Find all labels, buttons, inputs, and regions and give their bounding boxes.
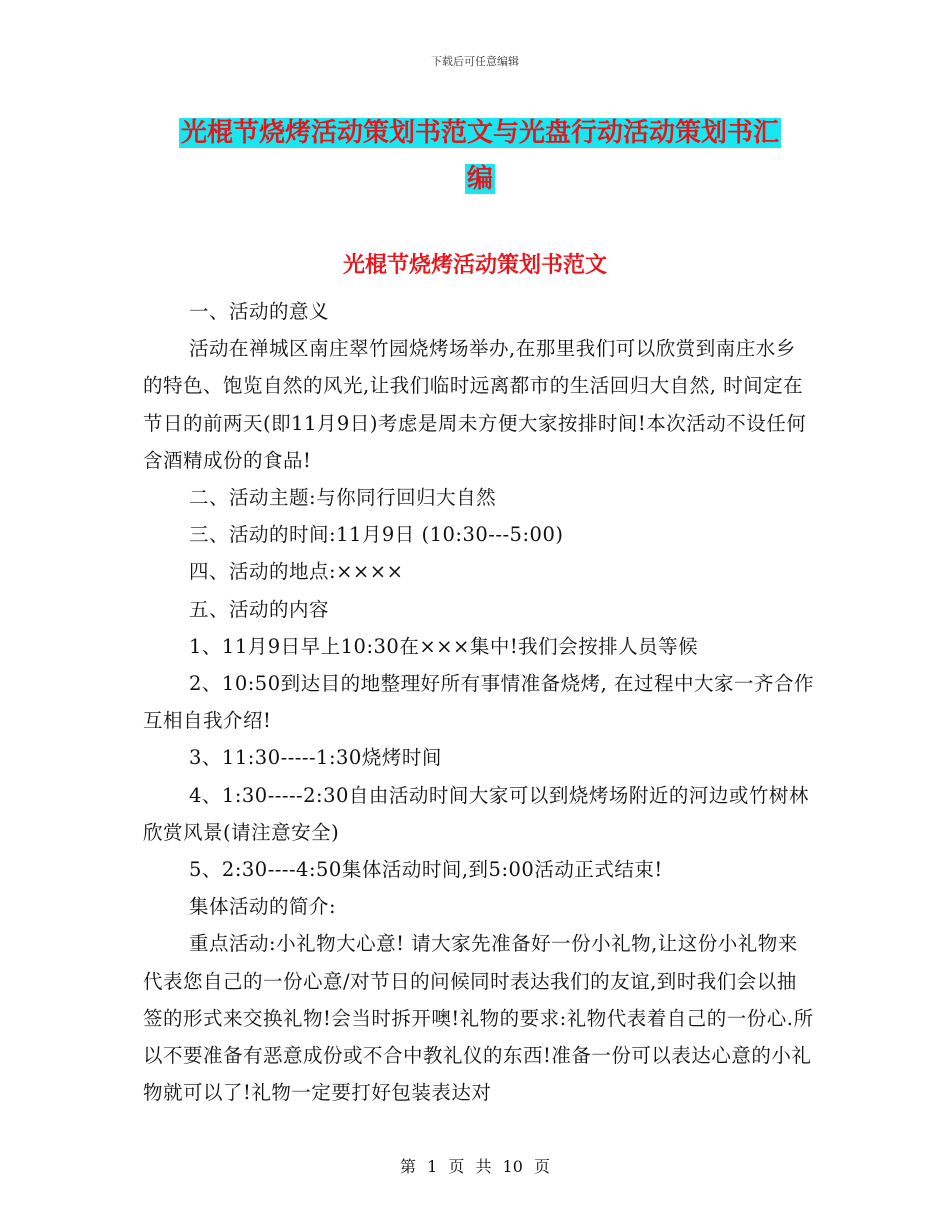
body-text (143, 293, 815, 1111)
paragraph: 3、11:30-----1:30烧烤时间 (189, 746, 442, 770)
paragraph: 二、活动主题:与你同行回归大自然 (189, 486, 497, 510)
document-title-line-1: 光棍节烧烤活动策划书范文与光盘行动活动策划书汇 (180, 118, 779, 148)
paragraph: 1、11月9日早上10:30在×××集中!我们会按排人员等候 (189, 634, 699, 658)
page-footer: 第 1 页 共 10 页 (400, 1157, 550, 1176)
paragraph: 五、活动的内容 (189, 597, 330, 621)
paragraph: 集体活动的简介: (189, 895, 337, 919)
header-note: 下载后可任意编辑 (431, 55, 519, 68)
section-title: 光棍节烧烤活动策划书范文 (342, 252, 607, 278)
document-title-line-2: 编 (466, 164, 493, 194)
paragraph: 4、1:30-----2:30自由活动时间大家可以到烧烤场附近的河边或竹树林欣赏风景(请注意安全) (143, 783, 809, 844)
paragraph: 5、2:30----4:50集体活动时间,到5:00活动正式结束! (189, 858, 663, 882)
paragraph: 重点活动:小礼物大心意! 请大家先准备好一份小礼物,让这份小礼物来代表您自己的一份心意/对节日的问候同时表达我们的友谊,到时我们会以抽签的形式来交换礼物!会当时拆开噢!礼物的要求:礼物代表着自己的一份心.所以不要准备有恶意成份或不合中教礼仪的东西!准备一份可以表达心意的小礼物就可以了!礼物一定要打好包装表达对 (143, 932, 814, 1105)
paragraph: 活动在禅城区南庄翠竹园烧烤场举办,在那里我们可以欣赏到南庄水乡的特色、饱览自然的风光,让我们临时远离都市的生活回归大自然, 时间定在节日的前两天(即11月9日)考虑是周未方便大家按排时间!本次活动不设任何含酒精成份的食品! (143, 337, 807, 472)
paragraph: 三、活动的时间:11月9日 (10:30---5:00) (189, 523, 564, 547)
paragraph: 2、10:50到达目的地整理好所有事情准备烧烤, 在过程中大家一齐合作互相自我介绍! (143, 672, 814, 733)
paragraph: 一、活动的意义 (189, 300, 330, 323)
paragraph: 四、活动的地点:×××× (189, 560, 404, 584)
document-title (140, 110, 820, 202)
